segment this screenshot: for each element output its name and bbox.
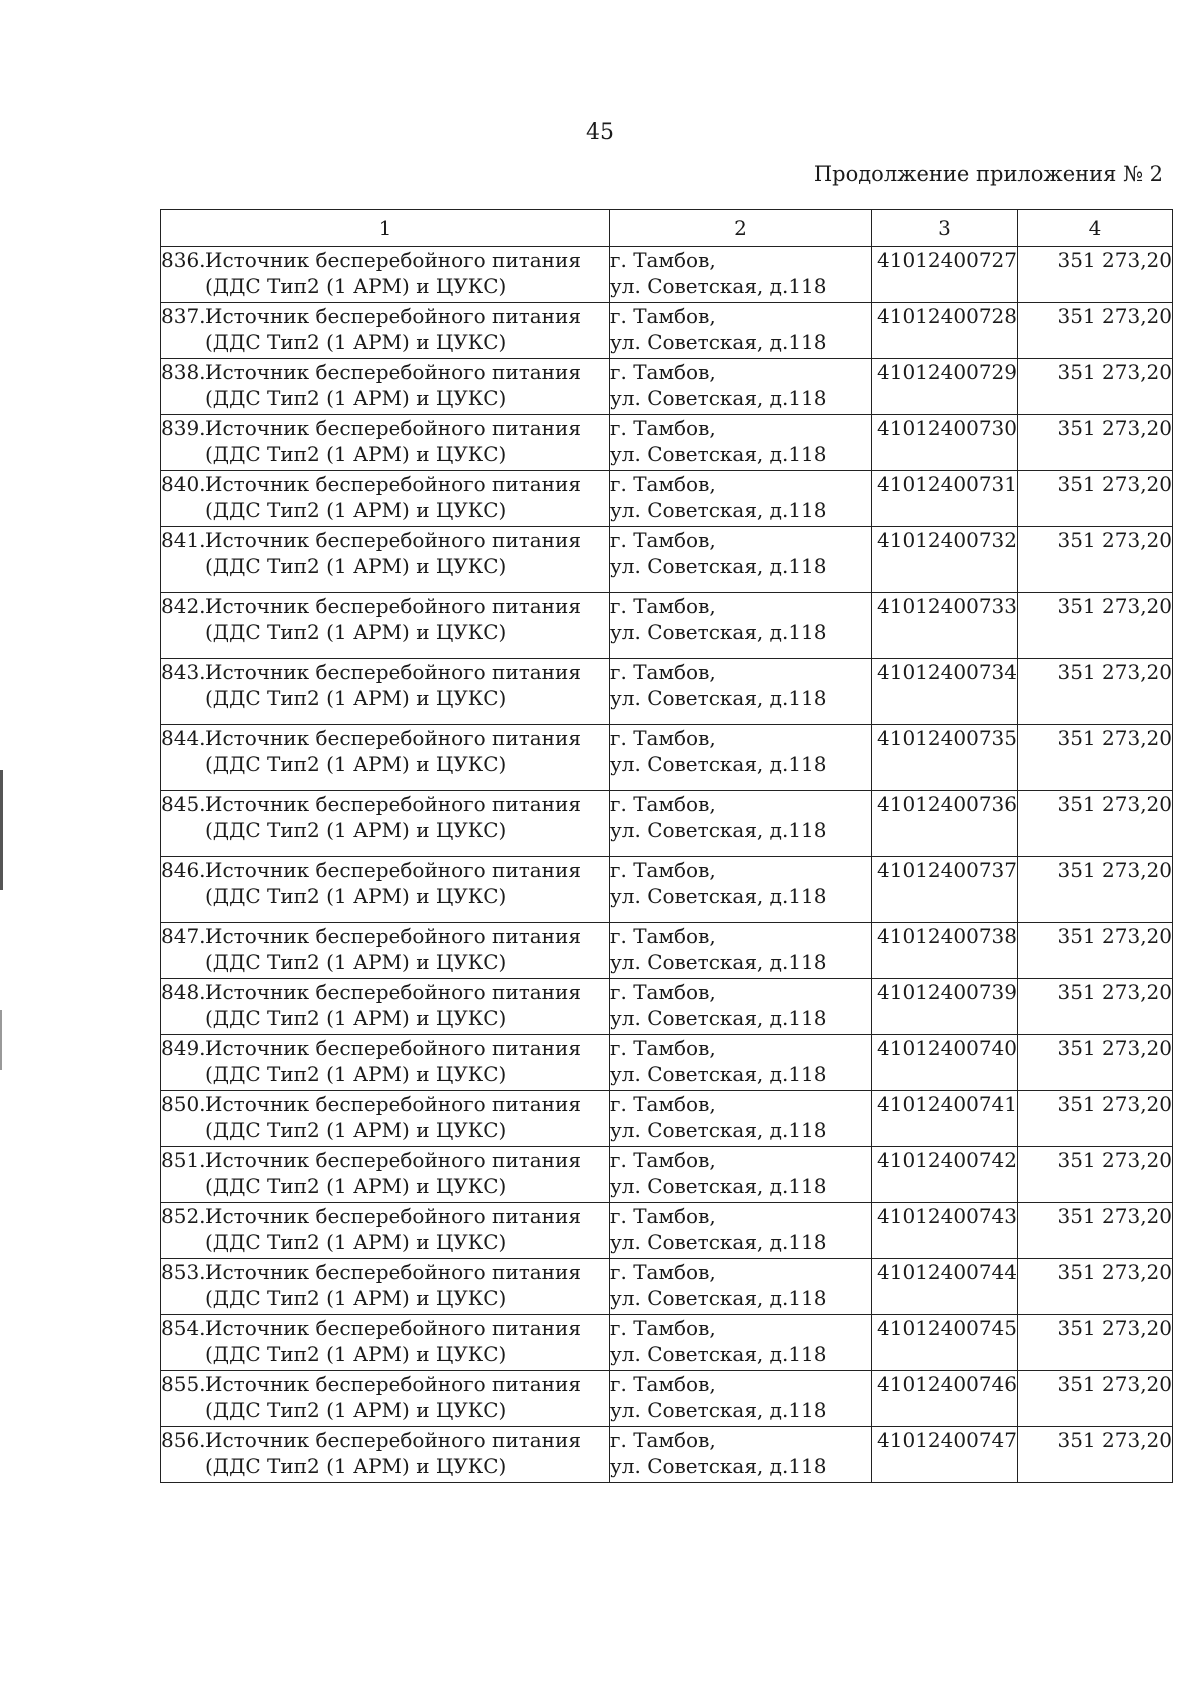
address-cell (610, 923, 872, 979)
item-name-cell (161, 415, 610, 471)
inventory-number-cell: 41012400728 (872, 303, 1018, 359)
item-name-cell (161, 1147, 610, 1203)
item-name-detail: (ДДС Тип2 (1 АРМ) и ЦУКС) (205, 498, 507, 522)
cost-cell: 351 273,20 (1018, 1427, 1173, 1483)
address-city: г. Тамбов, (610, 1036, 716, 1060)
address-city: г. Тамбов, (610, 924, 716, 948)
column-header: 4 (1018, 210, 1173, 247)
item-name-cell (161, 1203, 610, 1259)
address-street: ул. Советская, д.118 (610, 1062, 827, 1086)
address-city: г. Тамбов, (610, 1372, 716, 1396)
item-name: Источник бесперебойного питания (205, 924, 581, 948)
appendix-continuation-heading: Продолжение приложения № 2 (813, 162, 1163, 186)
item-number: 845. (161, 792, 206, 816)
scan-edge-mark (0, 1010, 2, 1070)
inventory-number-cell: 41012400746 (872, 1371, 1018, 1427)
address-cell (610, 659, 872, 725)
item-name: Источник бесперебойного питания (205, 1204, 581, 1228)
item-name-detail: (ДДС Тип2 (1 АРМ) и ЦУКС) (205, 818, 507, 842)
address-cell (610, 593, 872, 659)
address-city: г. Тамбов, (610, 594, 716, 618)
inventory-number-cell: 41012400731 (872, 471, 1018, 527)
item-name-detail: (ДДС Тип2 (1 АРМ) и ЦУКС) (205, 950, 507, 974)
cost-cell: 351 273,20 (1018, 979, 1173, 1035)
address-city: г. Тамбов, (610, 858, 716, 882)
table-row (161, 1371, 1173, 1427)
item-number: 852. (161, 1204, 206, 1228)
address-street: ул. Советская, д.118 (610, 1342, 827, 1366)
address-cell (610, 1091, 872, 1147)
item-number: 840. (161, 472, 206, 496)
column-header: 3 (872, 210, 1018, 247)
item-name: Источник бесперебойного питания (205, 360, 581, 384)
cost-cell: 351 273,20 (1018, 359, 1173, 415)
item-name: Источник бесперебойного питания (205, 528, 581, 552)
table-row (161, 979, 1173, 1035)
item-name: Источник бесперебойного питания (205, 1036, 581, 1060)
cost-cell: 351 273,20 (1018, 471, 1173, 527)
item-number: 846. (161, 858, 206, 882)
inventory-number-cell: 41012400732 (872, 527, 1018, 593)
inventory-number-cell: 41012400730 (872, 415, 1018, 471)
address-street: ул. Советская, д.118 (610, 752, 827, 776)
table-row (161, 471, 1173, 527)
cost-cell: 351 273,20 (1018, 1147, 1173, 1203)
item-number: 838. (161, 360, 206, 384)
cost-cell: 351 273,20 (1018, 923, 1173, 979)
address-street: ул. Советская, д.118 (610, 1230, 827, 1254)
address-cell (610, 1315, 872, 1371)
address-cell (610, 1371, 872, 1427)
item-name-cell (161, 659, 610, 725)
address-street: ул. Советская, д.118 (610, 554, 827, 578)
item-name-detail: (ДДС Тип2 (1 АРМ) и ЦУКС) (205, 1174, 507, 1198)
item-name-detail: (ДДС Тип2 (1 АРМ) и ЦУКС) (205, 442, 507, 466)
item-name-cell (161, 303, 610, 359)
address-cell (610, 791, 872, 857)
item-number: 844. (161, 726, 206, 750)
address-street: ул. Советская, д.118 (610, 1454, 827, 1478)
item-number: 837. (161, 304, 206, 328)
cost-cell: 351 273,20 (1018, 247, 1173, 303)
address-city: г. Тамбов, (610, 1148, 716, 1172)
table-row (161, 1315, 1173, 1371)
address-street: ул. Советская, д.118 (610, 386, 827, 410)
cost-cell: 351 273,20 (1018, 303, 1173, 359)
address-cell (610, 857, 872, 923)
address-cell (610, 359, 872, 415)
item-name-cell (161, 247, 610, 303)
item-name: Источник бесперебойного питания (205, 1316, 581, 1340)
item-name: Источник бесперебойного питания (205, 1260, 581, 1284)
item-name-cell (161, 725, 610, 791)
address-street: ул. Советская, д.118 (610, 1006, 827, 1030)
item-name-cell (161, 791, 610, 857)
address-cell (610, 1427, 872, 1483)
address-cell (610, 1203, 872, 1259)
item-number: 849. (161, 1036, 206, 1060)
address-city: г. Тамбов, (610, 980, 716, 1004)
cost-cell: 351 273,20 (1018, 791, 1173, 857)
item-name: Источник бесперебойного питания (205, 1092, 581, 1116)
item-name: Источник бесперебойного питания (205, 858, 581, 882)
cost-cell: 351 273,20 (1018, 1259, 1173, 1315)
item-name-detail: (ДДС Тип2 (1 АРМ) и ЦУКС) (205, 554, 507, 578)
item-number: 836. (161, 248, 206, 272)
item-name-cell (161, 359, 610, 415)
item-number: 850. (161, 1092, 206, 1116)
item-name-detail: (ДДС Тип2 (1 АРМ) и ЦУКС) (205, 620, 507, 644)
item-name: Источник бесперебойного питания (205, 248, 581, 272)
address-cell (610, 471, 872, 527)
item-name-cell (161, 471, 610, 527)
item-name: Источник бесперебойного питания (205, 1148, 581, 1172)
address-street: ул. Советская, д.118 (610, 620, 827, 644)
cost-cell: 351 273,20 (1018, 1203, 1173, 1259)
inventory-number-cell: 41012400734 (872, 659, 1018, 725)
inventory-number-cell: 41012400743 (872, 1203, 1018, 1259)
address-city: г. Тамбов, (610, 1260, 716, 1284)
address-cell (610, 303, 872, 359)
item-number: 843. (161, 660, 206, 684)
address-cell (610, 1259, 872, 1315)
item-name: Источник бесперебойного питания (205, 980, 581, 1004)
item-name-detail: (ДДС Тип2 (1 АРМ) и ЦУКС) (205, 274, 507, 298)
item-number: 848. (161, 980, 206, 1004)
item-name-cell (161, 1259, 610, 1315)
table-body (161, 247, 1173, 1483)
item-name-detail: (ДДС Тип2 (1 АРМ) и ЦУКС) (205, 1118, 507, 1142)
cost-cell: 351 273,20 (1018, 415, 1173, 471)
address-street: ул. Советская, д.118 (610, 1398, 827, 1422)
column-header: 2 (610, 210, 872, 247)
item-name-cell (161, 1371, 610, 1427)
table-row (161, 415, 1173, 471)
item-number: 853. (161, 1260, 206, 1284)
address-street: ул. Советская, д.118 (610, 498, 827, 522)
table-row (161, 857, 1173, 923)
inventory-number-cell: 41012400739 (872, 979, 1018, 1035)
table-row (161, 1203, 1173, 1259)
item-name-detail: (ДДС Тип2 (1 АРМ) и ЦУКС) (205, 1342, 507, 1366)
item-name-detail: (ДДС Тип2 (1 АРМ) и ЦУКС) (205, 1006, 507, 1030)
address-city: г. Тамбов, (610, 472, 716, 496)
item-number: 847. (161, 924, 206, 948)
table-header-row (161, 210, 1173, 247)
scan-edge-mark (0, 770, 3, 890)
item-name-detail: (ДДС Тип2 (1 АРМ) и ЦУКС) (205, 330, 507, 354)
item-name-cell (161, 1091, 610, 1147)
item-name: Источник бесперебойного питания (205, 792, 581, 816)
address-city: г. Тамбов, (610, 248, 716, 272)
inventory-number-cell: 41012400729 (872, 359, 1018, 415)
item-number: 856. (161, 1428, 206, 1452)
address-cell (610, 979, 872, 1035)
item-name-detail: (ДДС Тип2 (1 АРМ) и ЦУКС) (205, 1286, 507, 1310)
table-row (161, 659, 1173, 725)
item-name: Источник бесперебойного питания (205, 1428, 581, 1452)
item-name: Источник бесперебойного питания (205, 1372, 581, 1396)
item-name-cell (161, 857, 610, 923)
address-cell (610, 415, 872, 471)
item-name: Источник бесперебойного питания (205, 416, 581, 440)
item-number: 854. (161, 1316, 206, 1340)
item-number: 842. (161, 594, 206, 618)
address-street: ул. Советская, д.118 (610, 686, 827, 710)
address-street: ул. Советская, д.118 (610, 1286, 827, 1310)
table-row (161, 791, 1173, 857)
cost-cell: 351 273,20 (1018, 1371, 1173, 1427)
cost-cell: 351 273,20 (1018, 1315, 1173, 1371)
table-row (161, 1147, 1173, 1203)
table-row (161, 593, 1173, 659)
item-name-cell (161, 923, 610, 979)
table-row (161, 725, 1173, 791)
address-cell (610, 247, 872, 303)
item-name-detail: (ДДС Тип2 (1 АРМ) и ЦУКС) (205, 1062, 507, 1086)
inventory-number-cell: 41012400744 (872, 1259, 1018, 1315)
address-street: ул. Советская, д.118 (610, 1118, 827, 1142)
inventory-table (160, 209, 1173, 1483)
cost-cell: 351 273,20 (1018, 725, 1173, 791)
item-name: Источник бесперебойного питания (205, 726, 581, 750)
item-number: 841. (161, 528, 206, 552)
address-street: ул. Советская, д.118 (610, 884, 827, 908)
table-row (161, 923, 1173, 979)
address-cell (610, 1035, 872, 1091)
item-name-detail: (ДДС Тип2 (1 АРМ) и ЦУКС) (205, 752, 507, 776)
inventory-number-cell: 41012400747 (872, 1427, 1018, 1483)
address-city: г. Тамбов, (610, 1316, 716, 1340)
item-name-cell (161, 1427, 610, 1483)
address-street: ул. Советская, д.118 (610, 818, 827, 842)
address-cell (610, 1147, 872, 1203)
item-name-cell (161, 979, 610, 1035)
item-name-cell (161, 527, 610, 593)
inventory-number-cell: 41012400727 (872, 247, 1018, 303)
item-name-detail: (ДДС Тип2 (1 АРМ) и ЦУКС) (205, 1454, 507, 1478)
table-row (161, 1035, 1173, 1091)
cost-cell: 351 273,20 (1018, 857, 1173, 923)
address-street: ул. Советская, д.118 (610, 1174, 827, 1198)
address-street: ул. Советская, д.118 (610, 330, 827, 354)
item-name: Источник бесперебойного питания (205, 660, 581, 684)
address-street: ул. Советская, д.118 (610, 274, 827, 298)
address-street: ул. Советская, д.118 (610, 950, 827, 974)
item-name-detail: (ДДС Тип2 (1 АРМ) и ЦУКС) (205, 1398, 507, 1422)
page-number: 45 (586, 120, 614, 145)
address-street: ул. Советская, д.118 (610, 442, 827, 466)
cost-cell: 351 273,20 (1018, 527, 1173, 593)
item-name-cell (161, 1035, 610, 1091)
address-city: г. Тамбов, (610, 360, 716, 384)
address-city: г. Тамбов, (610, 792, 716, 816)
inventory-number-cell: 41012400742 (872, 1147, 1018, 1203)
item-name-cell (161, 593, 610, 659)
table-row (161, 1259, 1173, 1315)
address-city: г. Тамбов, (610, 528, 716, 552)
item-name: Источник бесперебойного питания (205, 594, 581, 618)
column-header: 1 (161, 210, 610, 247)
item-number: 851. (161, 1148, 206, 1172)
address-city: г. Тамбов, (610, 660, 716, 684)
inventory-number-cell: 41012400736 (872, 791, 1018, 857)
item-name-detail: (ДДС Тип2 (1 АРМ) и ЦУКС) (205, 686, 507, 710)
cost-cell: 351 273,20 (1018, 659, 1173, 725)
item-name: Источник бесперебойного питания (205, 304, 581, 328)
inventory-number-cell: 41012400733 (872, 593, 1018, 659)
address-city: г. Тамбов, (610, 1204, 716, 1228)
table-row (161, 247, 1173, 303)
table-row (161, 1091, 1173, 1147)
item-name-cell (161, 1315, 610, 1371)
item-number: 839. (161, 416, 206, 440)
cost-cell: 351 273,20 (1018, 1035, 1173, 1091)
address-city: г. Тамбов, (610, 726, 716, 750)
cost-cell: 351 273,20 (1018, 593, 1173, 659)
item-name-detail: (ДДС Тип2 (1 АРМ) и ЦУКС) (205, 884, 507, 908)
inventory-number-cell: 41012400740 (872, 1035, 1018, 1091)
item-name: Источник бесперебойного питания (205, 472, 581, 496)
table-row (161, 1427, 1173, 1483)
item-name-detail: (ДДС Тип2 (1 АРМ) и ЦУКС) (205, 1230, 507, 1254)
inventory-number-cell: 41012400741 (872, 1091, 1018, 1147)
table-row (161, 359, 1173, 415)
address-city: г. Тамбов, (610, 304, 716, 328)
inventory-number-cell: 41012400735 (872, 725, 1018, 791)
inventory-number-cell: 41012400738 (872, 923, 1018, 979)
address-city: г. Тамбов, (610, 1092, 716, 1116)
item-name-detail: (ДДС Тип2 (1 АРМ) и ЦУКС) (205, 386, 507, 410)
inventory-number-cell: 41012400737 (872, 857, 1018, 923)
cost-cell: 351 273,20 (1018, 1091, 1173, 1147)
address-cell (610, 527, 872, 593)
address-city: г. Тамбов, (610, 1428, 716, 1452)
address-city: г. Тамбов, (610, 416, 716, 440)
inventory-number-cell: 41012400745 (872, 1315, 1018, 1371)
address-cell (610, 725, 872, 791)
table-row (161, 527, 1173, 593)
table-row (161, 303, 1173, 359)
item-number: 855. (161, 1372, 206, 1396)
